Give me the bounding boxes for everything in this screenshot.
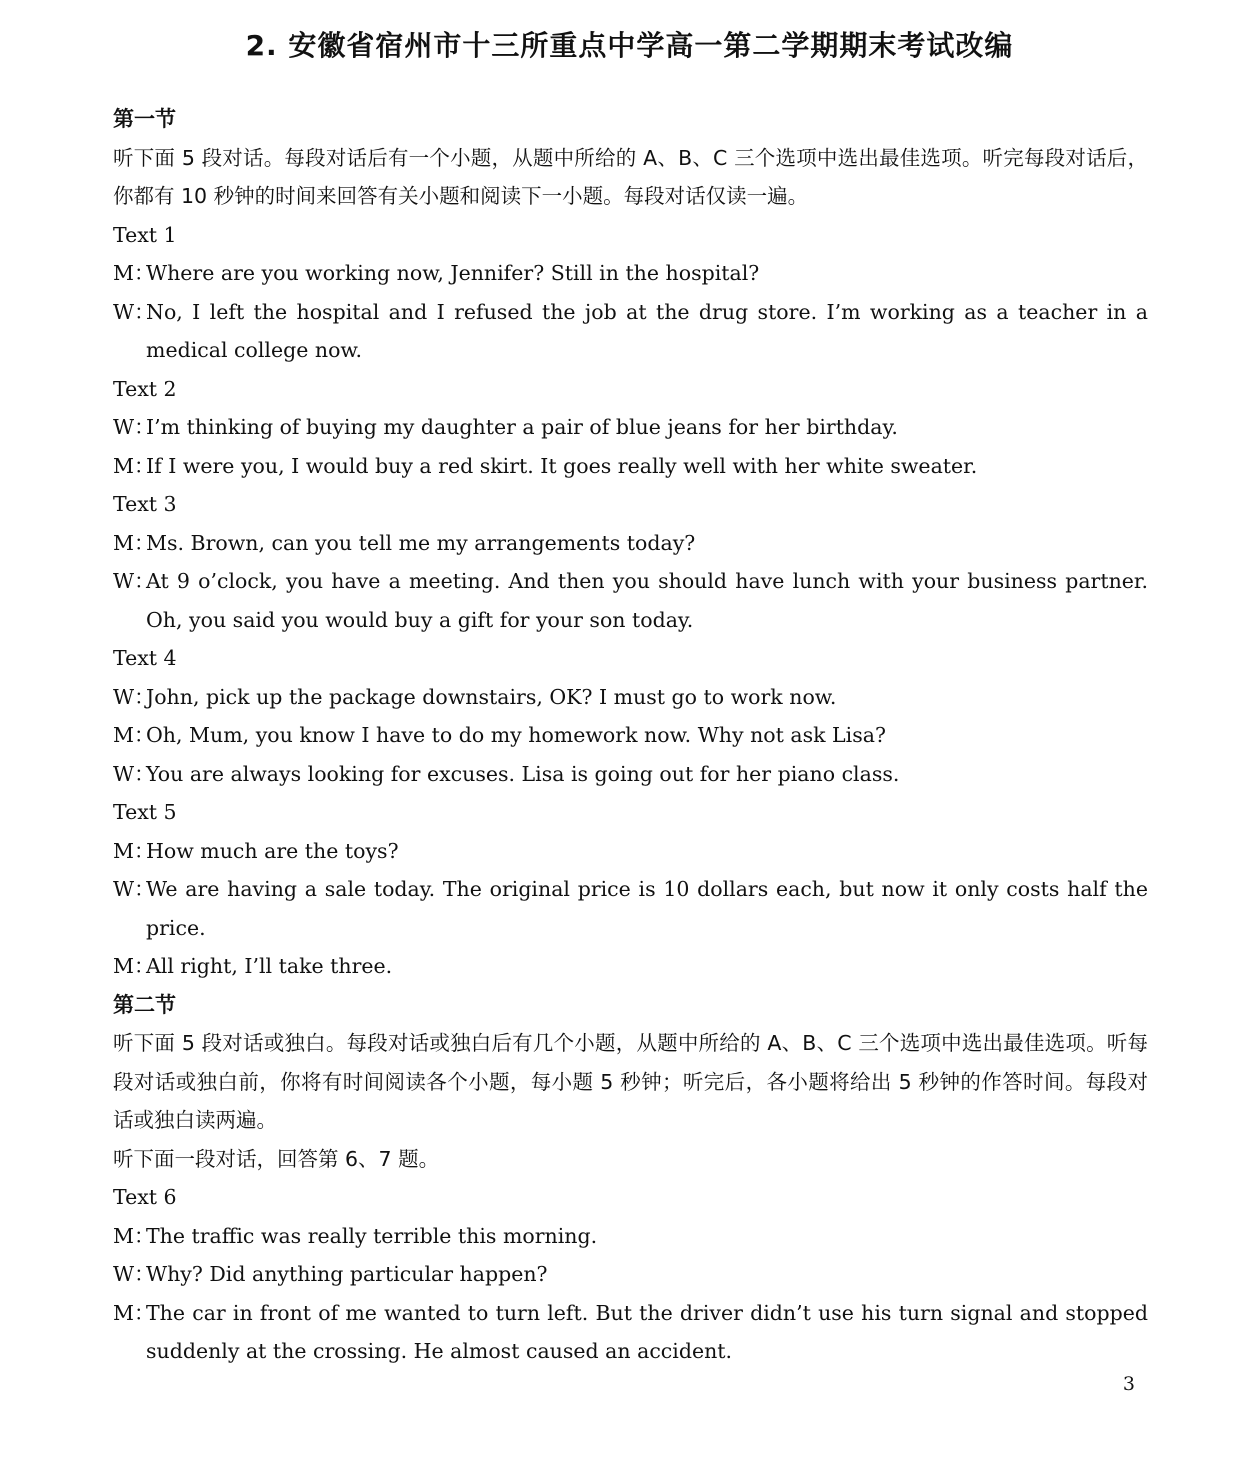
speaker-label: W： (113, 1262, 155, 1286)
text3-label: Text 3 (113, 492, 177, 516)
dialog-text: Ms. Brown, can you tell me my arrangements today? (146, 530, 696, 555)
speaker-label: M： (113, 1300, 155, 1325)
dialog-text: No, I left the hospital and I refused the job at the drug store. I’m working as a teacher in a medical college now. (146, 299, 1148, 362)
section1-heading: 第一节 (113, 107, 176, 131)
page-number: 3 (1122, 1373, 1135, 1395)
dialog-text: John, pick up the package downstairs, OK? I must go to work now. (146, 684, 837, 709)
text2-label: Text 2 (113, 376, 177, 401)
dialog-text: The car in front of me wanted to turn left. But the driver didn’t use his turn signal and stopped suddenly at the crossing. He almost caused an accident. (146, 1300, 1148, 1363)
speaker-label: M： (113, 954, 155, 978)
text4-label: Text 4 (113, 646, 177, 670)
section1-instructions: 听下面 5 段对话。每段对话后有一个小题，从题中所给的 A、B、C 三个选项中选出最佳选项。听完每段对话后，你都有 10 秒钟的时间来回答有关小题和阅读下一小题。每段对话仅读一遍。 (113, 145, 1148, 208)
dialog-line (113, 524, 1148, 563)
speaker-label: W： (113, 877, 155, 901)
speaker-label: W： (113, 684, 155, 709)
speaker-label: W： (113, 299, 155, 324)
dialog-line (113, 293, 1148, 370)
speaker-label: W： (113, 415, 155, 439)
dialog-text: All right, I’ll take three. (146, 954, 393, 978)
speaker-label: M： (113, 453, 155, 478)
speaker-label: M： (113, 530, 155, 555)
document-body (113, 100, 1148, 1371)
dialog-line (113, 716, 1148, 755)
dialog-line (113, 678, 1148, 717)
speaker-label: W： (113, 761, 155, 786)
dialog-line (113, 832, 1148, 871)
text6-label: Text 6 (113, 1185, 177, 1209)
text1-label: Text 1 (113, 222, 177, 247)
dialog-text: You are always looking for excuses. Lisa is going out for her piano class. (146, 761, 900, 786)
dialog-text: The traffic was really terrible this morning. (146, 1223, 598, 1248)
dialog-text: At 9 o’clock, you have a meeting. And then you should have lunch with your business partner. Oh, you said you would buy a gift for your son today. (146, 569, 1148, 632)
dialog-line (113, 947, 1148, 986)
speaker-label: M： (113, 1223, 155, 1248)
speaker-label: W： (113, 569, 155, 593)
dialog-line (113, 562, 1148, 639)
dialog-text: Where are you working now, Jennifer? Still in the hospital? (146, 261, 760, 285)
dialog-line (113, 1217, 1148, 1256)
dialog-text: If I were you, I would buy a red skirt. It goes really well with her white sweater. (146, 453, 978, 478)
speaker-label: M： (113, 723, 155, 747)
dialog-text: Oh, Mum, you know I have to do my homework now. Why not ask Lisa? (146, 723, 886, 747)
dialog-line (113, 755, 1148, 794)
dialog-text: Why? Did anything particular happen? (146, 1262, 548, 1286)
dialog-line (113, 447, 1148, 486)
dialog-text: We are having a sale today. The original price is 10 dollars each, but now it only costs half the price. (146, 877, 1148, 940)
speaker-label: M： (113, 261, 155, 285)
dialog-line (113, 1255, 1148, 1294)
page-title: 2. 安徽省宿州市十三所重点中学高一第二学期期末考试改编 (245, 29, 1014, 62)
dialog-line (113, 1294, 1148, 1371)
dialog-line (113, 870, 1148, 947)
section2-instructions: 听下面 5 段对话或独白。每段对话或独白后有几个小题，从题中所给的 A、B、C 三个选项中选出最佳选项。听每段对话或独白前，你将有时间阅读各个小题，每小题 5 秒钟；听完后，各小题将给出 5 秒钟的作答时间。每段对话或独白读两遍。 (113, 1031, 1148, 1132)
section2-sub-instruction: 听下面一段对话，回答第 6、7 题。 (113, 1146, 440, 1171)
dialog-line (113, 254, 1148, 293)
speaker-label: M： (113, 838, 155, 863)
dialog-text: I’m thinking of buying my daughter a pair of blue jeans for her birthday. (146, 415, 898, 439)
text5-label: Text 5 (113, 800, 177, 824)
section2-heading: 第二节 (113, 992, 176, 1017)
dialog-line (113, 408, 1148, 447)
dialog-text: How much are the toys? (146, 838, 399, 863)
